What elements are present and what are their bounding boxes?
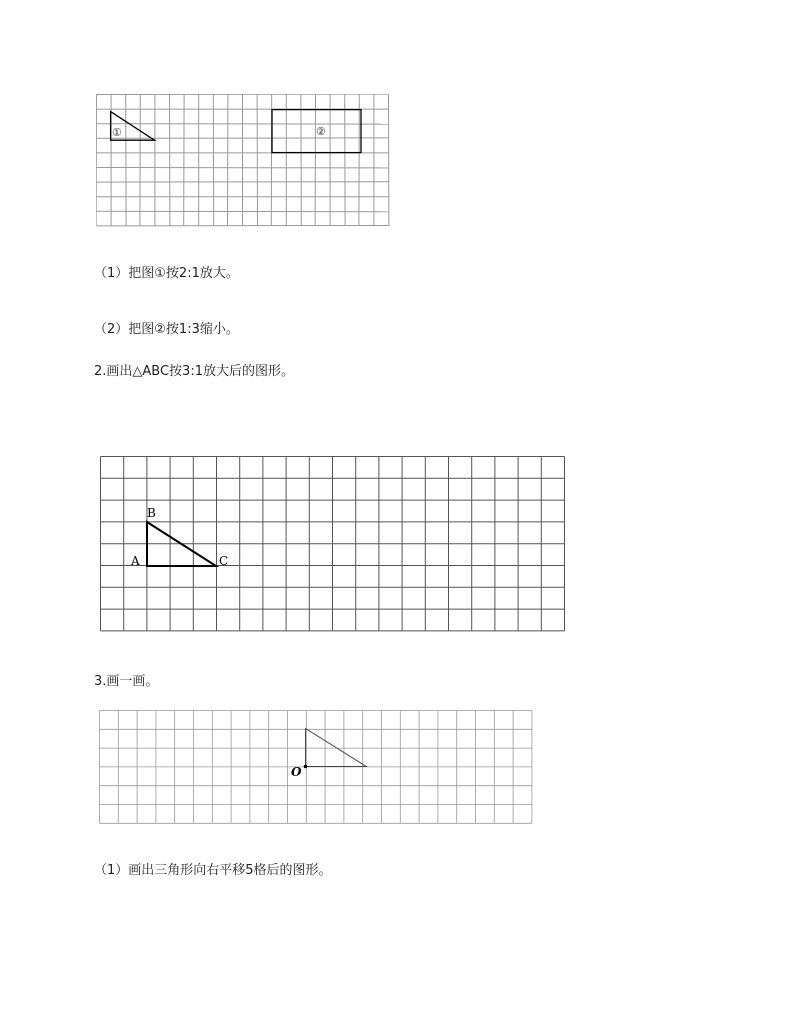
grid-figure-2 — [100, 456, 568, 634]
origin-label: O — [291, 765, 302, 779]
vertex-label-a: A — [131, 554, 140, 568]
vertex-label-c: C — [219, 554, 229, 568]
grid-figure-1 — [96, 94, 390, 228]
origin-point — [304, 765, 308, 769]
grid-lines — [96, 94, 389, 226]
problem1-task1: （1）把图①按2:1放大。 — [94, 266, 239, 281]
problem3-title: 3.画一画。 — [94, 674, 159, 689]
problem2-title: 2.画出△ABC按3:1放大后的图形。 — [94, 364, 294, 379]
grid-figure-3 — [99, 710, 533, 824]
right-triangle — [306, 729, 367, 767]
problem1-task2: （2）把图②按1:3缩小。 — [94, 322, 239, 337]
shape-2-label: ② — [316, 125, 326, 138]
shape-1-label: ① — [112, 126, 122, 139]
problem3-task1: （1）画出三角形向右平移5格后的图形。 — [94, 863, 332, 878]
grid-lines — [101, 457, 565, 631]
vertex-label-b: B — [147, 506, 156, 520]
